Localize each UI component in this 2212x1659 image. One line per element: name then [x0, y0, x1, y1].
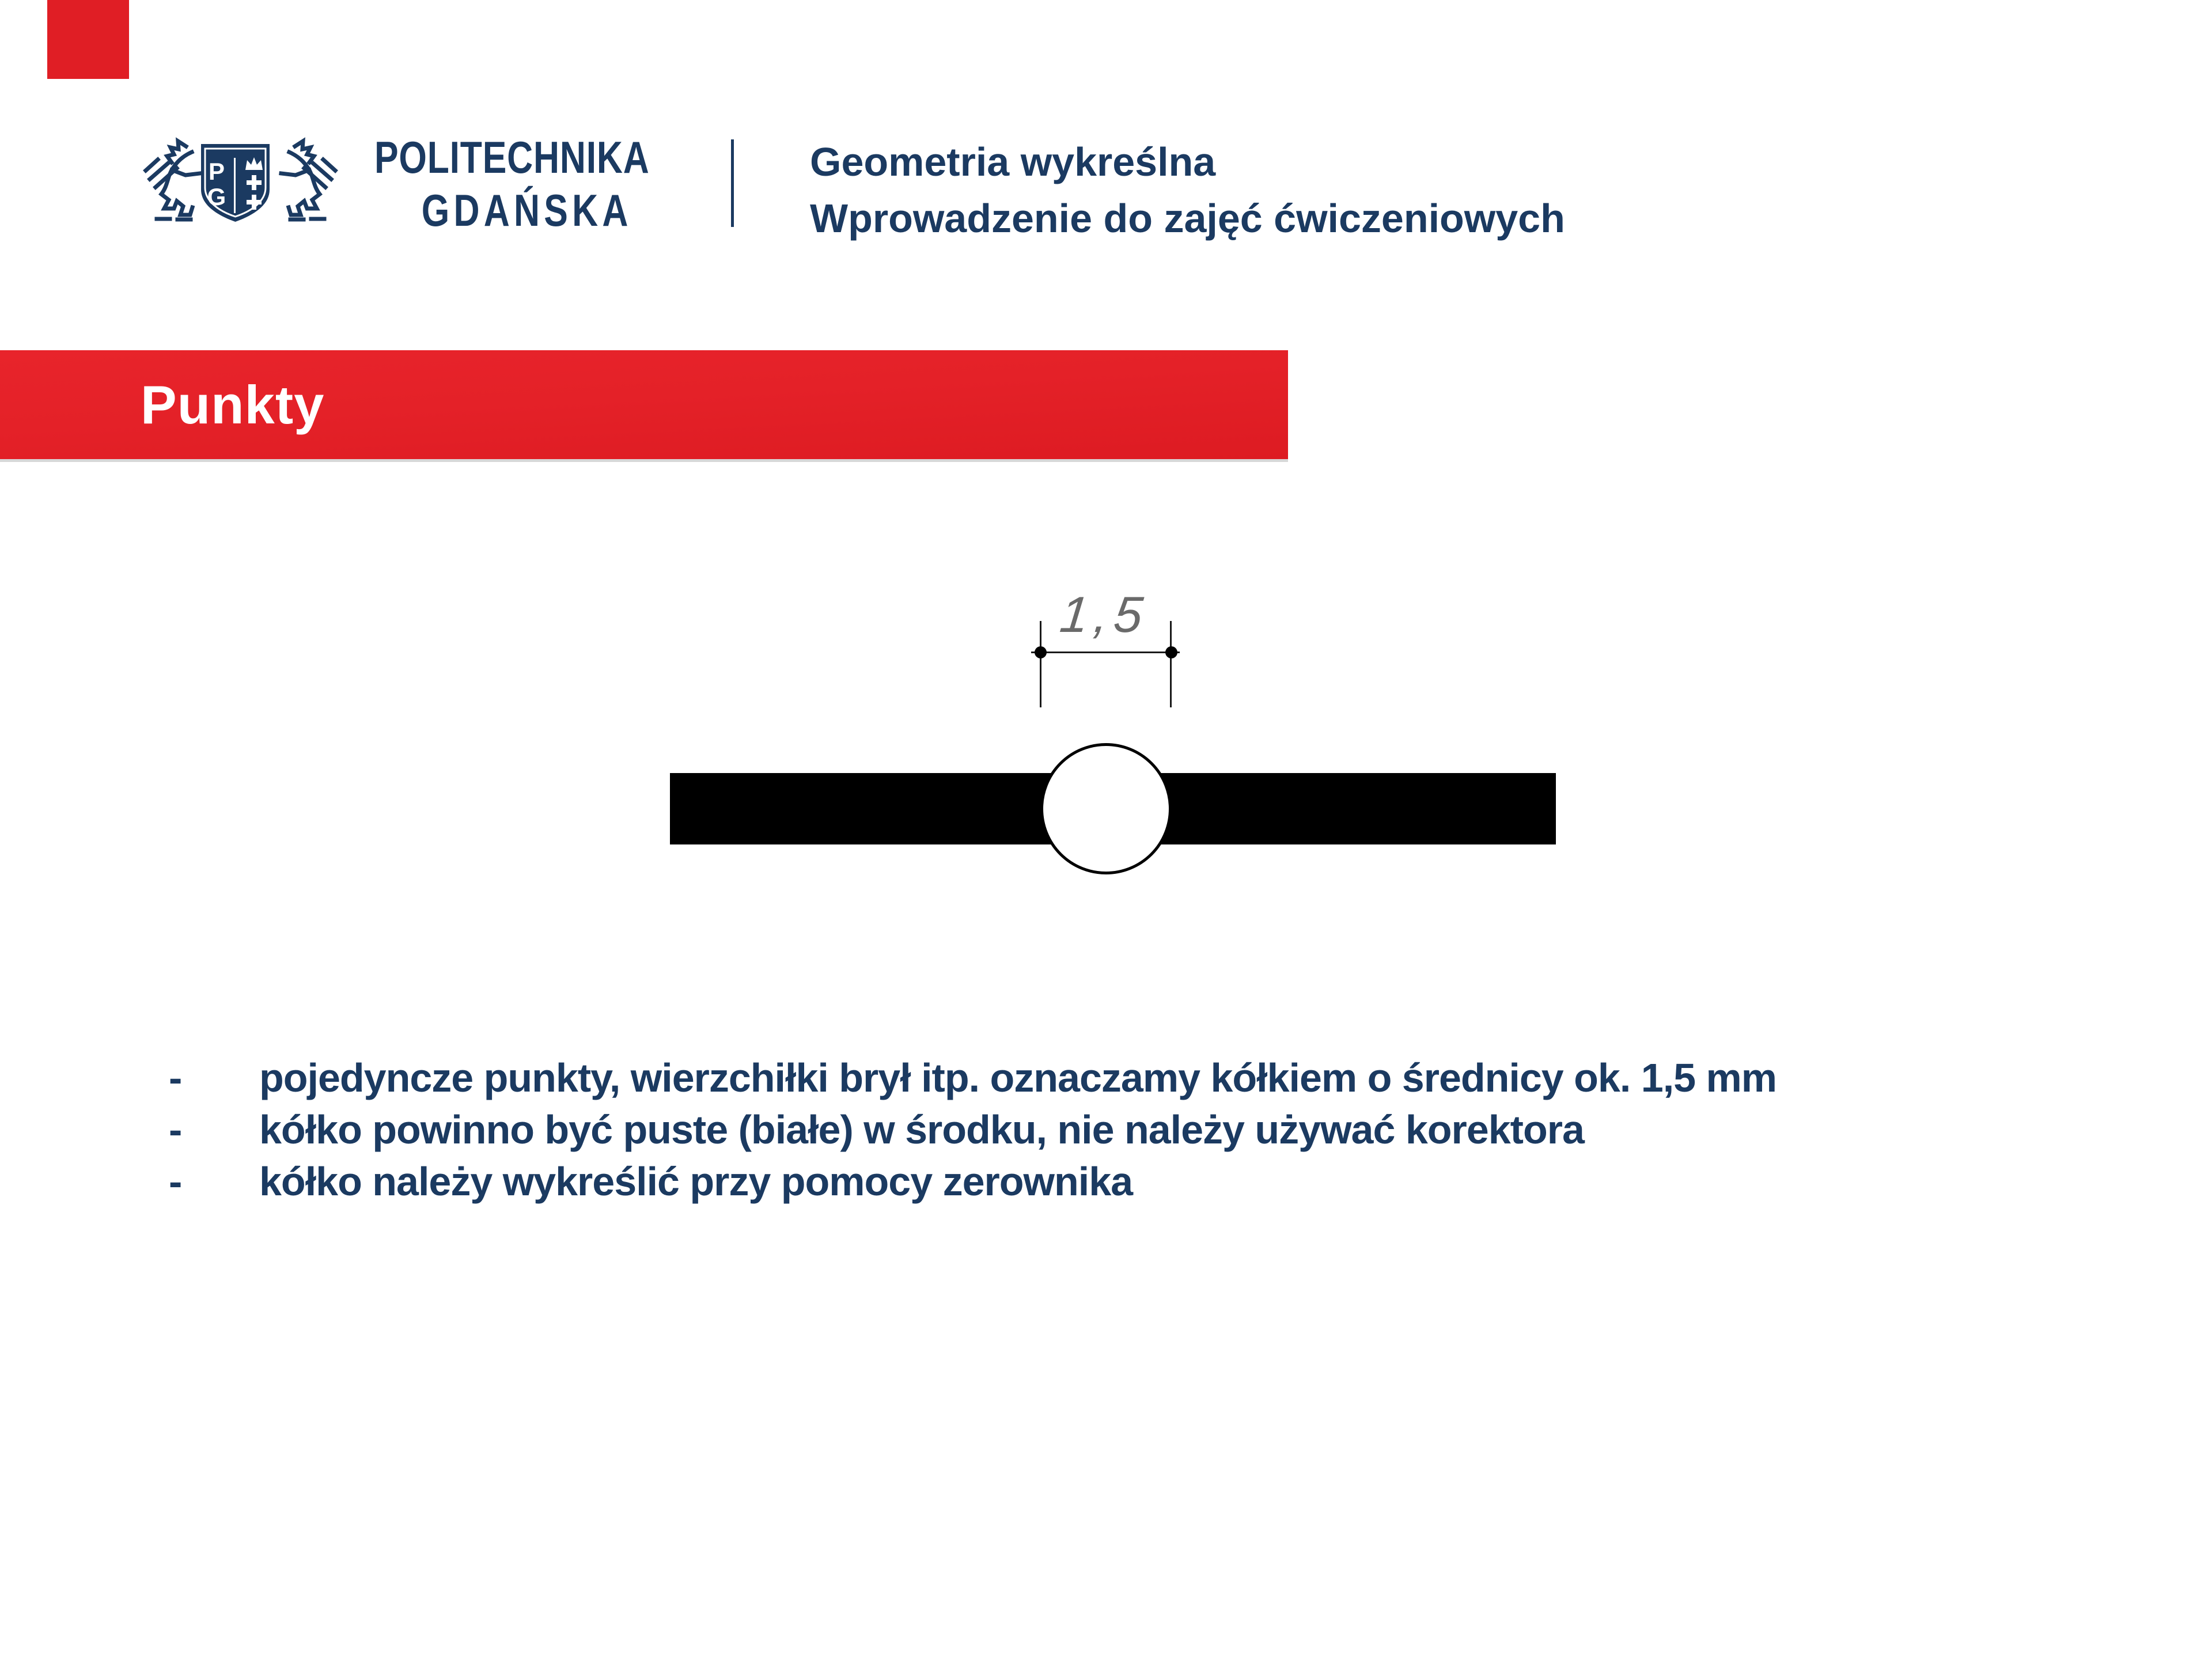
section-title: Punkty [141, 374, 325, 435]
dimension-endpoint-dot [1165, 646, 1177, 658]
point-circle [1040, 743, 1172, 874]
slide-header [810, 134, 1565, 247]
list-item [169, 1156, 1777, 1207]
bullet-list [169, 1052, 1777, 1207]
list-item [169, 1052, 1777, 1104]
pg-crest-logo-icon [141, 135, 340, 227]
dimension-extension-line-right [1170, 621, 1172, 707]
lecture-subtitle: Wprowadzenie do zajęć ćwiczeniowych [810, 196, 1565, 241]
section-banner [0, 350, 1288, 462]
course-title: Geometria wykreślna [810, 139, 1216, 184]
corner-accent-bar [47, 0, 129, 79]
dimension-extension-line-left [1040, 621, 1041, 707]
bullet-text: kółko należy wykreślić przy pomocy zerownika [259, 1159, 1133, 1204]
monogram-g: G [207, 183, 226, 210]
dimension-label: 1,5 [1057, 586, 1152, 643]
university-name-line2: GDAŃSKA [422, 185, 632, 236]
divider-line [731, 139, 734, 227]
bullet-dash: - [169, 1055, 183, 1100]
bullet-text: kółko powinno być puste (białe) w środku, nie należy używać korektora [259, 1107, 1584, 1152]
university-wordmark [374, 132, 680, 236]
dimension-endpoint-dot [1035, 646, 1047, 658]
bullet-dash: - [169, 1107, 183, 1152]
university-name-line1: POLITECHNIKA [374, 132, 650, 183]
dimension-line [1031, 652, 1180, 653]
bullet-text: pojedyncze punkty, wierzchiłki brył itp. oznaczamy kółkiem o średnicy ok. 1,5 mm [259, 1055, 1777, 1100]
bullet-dash: - [169, 1159, 183, 1204]
monogram-p: P [208, 158, 225, 185]
list-item [169, 1104, 1777, 1156]
